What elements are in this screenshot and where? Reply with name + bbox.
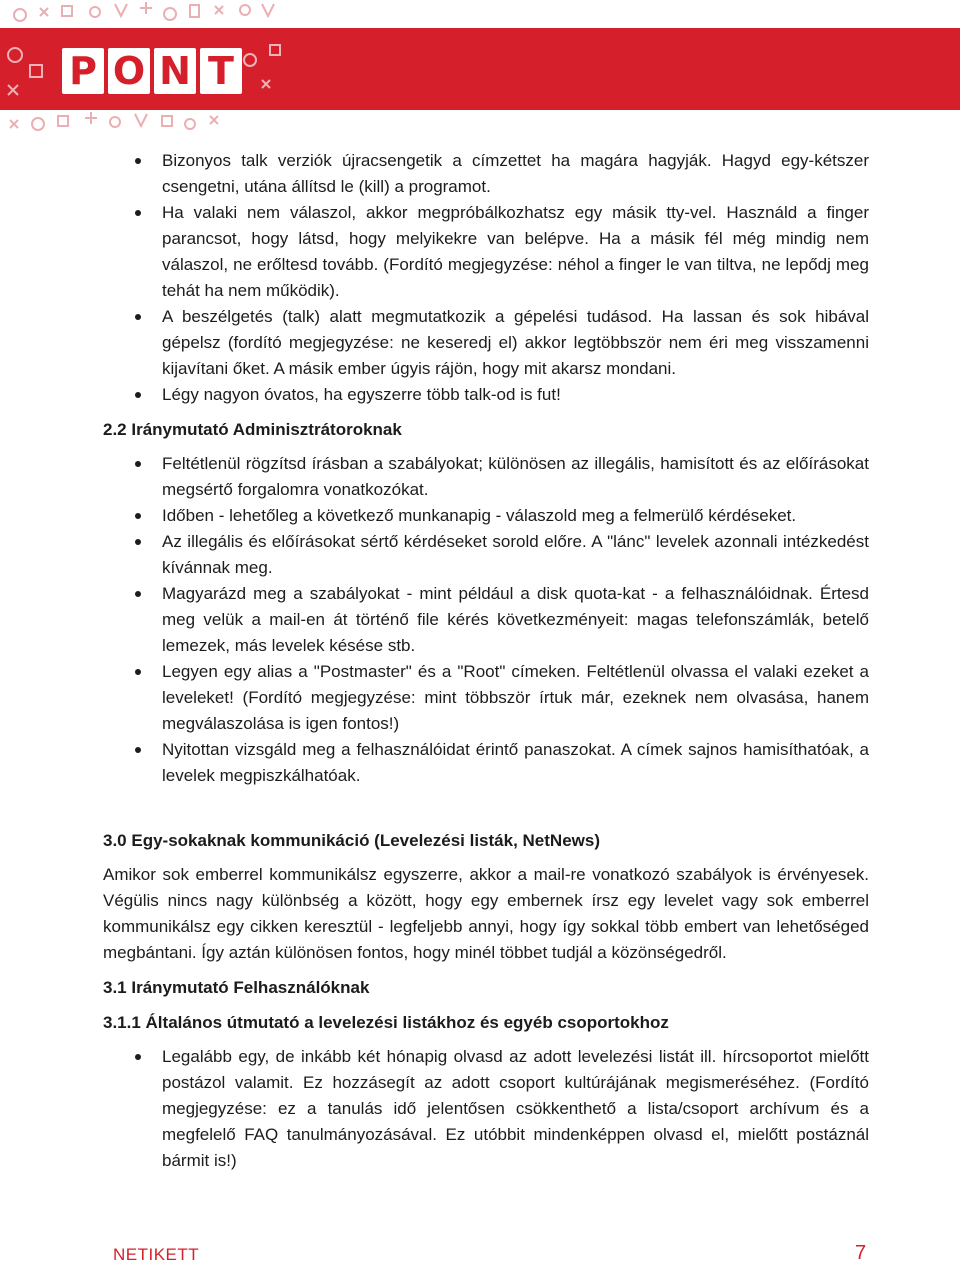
list-item: Nyitottan vizsgáld meg a felhasználóidat érintő panaszokat. A címek sajnos hamisíthatóak, a levelek megpiszkálhatóak.: [103, 737, 869, 789]
list-item: A beszélgetés (talk) alatt megmutatkozik a gépelési tudásod. Ha lassan és sok hibával gépelsz (fordító megjegyzése: ne keseredj el) akkor legtöbbször nem éri meg visszamenni kijavítani őket. A másik ember úgyis rájön, hogy mit akarsz mondani.: [103, 304, 869, 382]
list-item: Légy nagyon óvatos, ha egyszerre több talk-od is fut!: [103, 382, 869, 408]
list-item: Magyarázd meg a szabályokat - mint például a disk quota-kat - a felhasználóidnak. Értesd meg velük a mail-en át történő file kérés következményeit: magas telefonszámlák, betelő lemezek, más levelek késése stb.: [103, 581, 869, 659]
section-heading-3-1-1: 3.1.1 Általános útmutató a levelezési listákhoz és egyéb csoportokhoz: [103, 1013, 669, 1032]
section-heading-2-2: 2.2 Iránymutató Adminisztrátoroknak: [103, 420, 402, 439]
footer-title: NETIKETT: [113, 1245, 200, 1264]
list-item: Időben - lehetőleg a következő munkanapig - válaszold meg a felmerülő kérdéseket.: [103, 503, 869, 529]
section-paragraph: Amikor sok emberrel kommunikálsz egyszerre, akkor a mail-re vonatkozó szabályok is érvényesek. Végülis nincs nagy különbség a között, hogy egy embernek írsz egy levelet vagy sok emberrel kommunikálsz egy cikken keresztül - legfeljebb annyi, hogy így sokkal több embert van lehetőséged megbántani. Így aztán különösen fontos, hogy minél többet tudjál a közönségedről.: [103, 865, 869, 962]
admin-guidelines-list: [103, 451, 869, 789]
logo: [62, 48, 242, 94]
list-item: Legyen egy alias a "Postmaster" és a "Root" címeken. Feltétlenül olvassa el valaki ezeket a leveleket! (Fordító megjegyzése: mint többször írtuk már, ezeknek nem olvasása, hanem megválaszolása is igen fontos!): [103, 659, 869, 737]
document-body: [103, 148, 869, 1174]
logo-letter: P: [62, 48, 104, 94]
talk-tips-list: [103, 148, 869, 408]
logo-letter: T: [200, 48, 242, 94]
list-item: Bizonyos talk verziók újracsengetik a címzettet ha magára hagyják. Hagyd egy-kétszer csengetni, utána állítsd le (kill) a programot.: [103, 148, 869, 200]
page-number: 7: [855, 1242, 867, 1264]
section-heading-3-0: 3.0 Egy-sokaknak kommunikáció (Levelezési listák, NetNews): [103, 831, 600, 850]
logo-letter: N: [154, 48, 196, 94]
logo-letter: O: [108, 48, 150, 94]
section-heading-3-1: 3.1 Iránymutató Felhasználóknak: [103, 978, 370, 997]
mailing-list-guidelines-list: [103, 1044, 869, 1174]
list-item: Feltétlenül rögzítsd írásban a szabályokat; különösen az illegális, hamisított és az előírásokat megsértő forgalomra vonatkozókat.: [103, 451, 869, 503]
list-item: Ha valaki nem válaszol, akkor megpróbálkozhatsz egy másik tty-vel. Használd a finger parancsot, hogy látsd, hogy melyikekre van belépve. Ha a másik fél még mindig nem válaszol, ne erőltesd tovább. (Fordító megjegyzése: néhol a finger le van tiltva, ne lepődj meg tehát ha nem működik).: [103, 200, 869, 304]
list-item: Legalább egy, de inkább két hónapig olvasd az adott levelezési listát ill. hírcsoportot mielőtt postázol valamit. Ez hozzásegít az adott csoport kultúrájának megismeréséhez. (Fordító megjegyzése: ez a tanulás idő jelentősen csökkenthető a lista/csoport archívum és a megfelelő FAQ tanulmányozásával. Ez utóbbit mindenképpen olvasd el, mielőtt postáznál bármit is!): [103, 1044, 869, 1174]
list-item: Az illegális és előírásokat sértő kérdéseket sorold előre. A "lánc" levelek azonnali intézkedést kívánnak meg.: [103, 529, 869, 581]
